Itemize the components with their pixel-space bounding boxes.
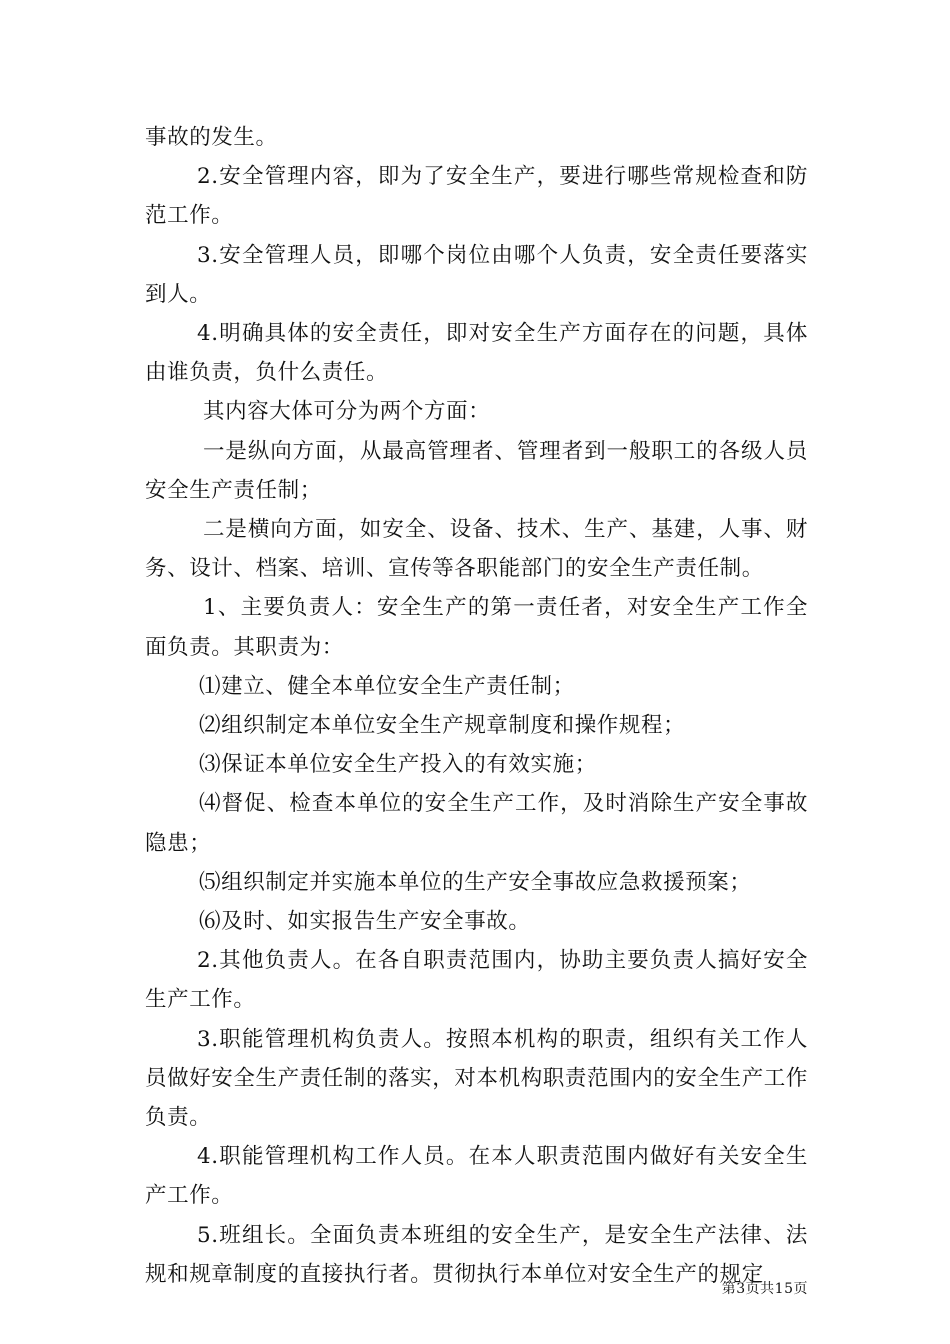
paragraph-17: 5.班组长。全面负责本班组的安全生产，是安全生产法律、法规和规章制度的直接执行者。贯彻执行本单位对安全生产的规定	[145, 1222, 808, 1287]
paragraph-1: 2.安全管理内容，即为了安全生产，要进行哪些常规检查和防范工作。	[145, 164, 808, 229]
page-footer	[0, 1278, 808, 1298]
paragraph-14: 2.其他负责人。在各自职责范围内，协助主要负责人搞好安全生产工作。	[145, 948, 808, 1013]
paragraph-5: 一是纵向方面，从最高管理者、管理者到一般职工的各级人员安全生产责任制；	[145, 438, 808, 503]
paragraph-0: 事故的发生。	[145, 125, 278, 150]
paragraph-12: ⑸组织制定并实施本单位的生产安全事故应急救援预案；	[199, 869, 752, 895]
page-number-label: 第3页共15页	[721, 1281, 808, 1297]
paragraph-10: ⑶保证本单位安全生产投入的有效实施；	[199, 752, 597, 778]
paragraph-2: 3.安全管理人员，即哪个岗位由哪个人负责，安全责任要落实到人。	[145, 242, 808, 307]
paragraph-9: ⑵组织制定本单位安全生产规章制度和操作规程；	[199, 713, 686, 739]
paragraph-15: 3.职能管理机构负责人。按照本机构的职责，组织有关工作人员做好安全生产责任制的落实，对本机构职责范围内的安全生产工作负责。	[145, 1026, 809, 1131]
paragraph-13: ⑹及时、如实报告生产安全事故。	[199, 909, 531, 935]
paragraph-3: 4.明确具体的安全责任，即对安全生产方面存在的问题，具体由谁负责，负什么责任。	[145, 321, 808, 386]
paragraph-11: ⑷督促、检查本单位的安全生产工作，及时消除生产安全事故隐患；	[145, 791, 808, 856]
body-text	[145, 118, 808, 1294]
paragraph-16: 4.职能管理机构工作人员。在本人职责范围内做好有关安全生产工作。	[145, 1144, 808, 1209]
paragraph-8: ⑴建立、健全本单位安全生产责任制；	[199, 673, 575, 699]
paragraph-4: 其内容大体可分为两个方面：	[203, 399, 491, 425]
paragraph-6: 二是横向方面，如安全、设备、技术、生产、基建，人事、财务、设计、档案、培训、宣传等各职能部门的安全生产责任制。	[145, 517, 808, 582]
paragraph-7: 1、主要负责人：安全生产的第一责任者，对安全生产工作全面负责。其职责为：	[145, 595, 808, 660]
